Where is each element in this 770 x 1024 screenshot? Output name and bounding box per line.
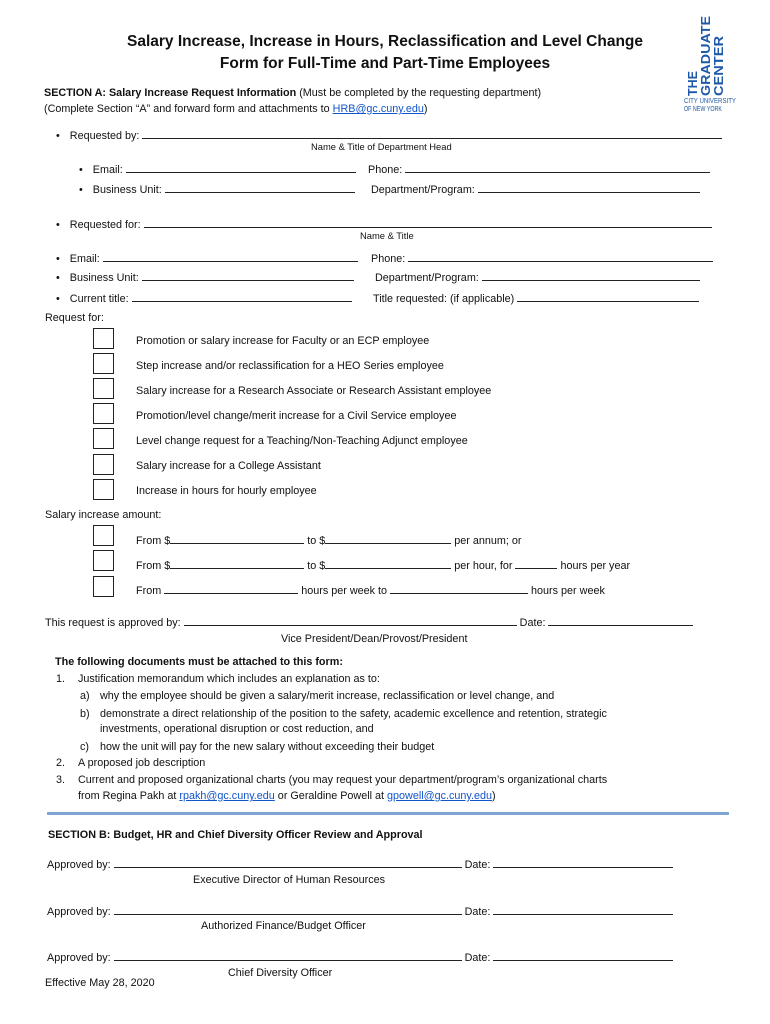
checkbox-faculty-ecp[interactable] <box>93 328 114 349</box>
salary-amount-label: Salary increase amount: <box>45 509 162 521</box>
attachment-1c-num: c) <box>80 741 89 753</box>
requested-for-field[interactable] <box>144 217 712 228</box>
requested-by-label: Requested by: <box>69 130 140 142</box>
logo-text-cuny: CITY UNIVERSITY <box>684 98 737 105</box>
requested-for-label: Requested for: <box>69 219 141 231</box>
employee-department-field[interactable] <box>482 270 700 281</box>
diversity-caption: Chief Diversity Officer <box>228 967 333 979</box>
department-label: Department/Program: <box>371 184 475 196</box>
per-annum-label: per annum; or <box>454 535 522 547</box>
requested-by-row <box>56 128 722 142</box>
department-label: Department/Program: <box>375 272 479 284</box>
title-requested-field[interactable] <box>517 291 699 302</box>
instruction-close: ) <box>423 103 428 115</box>
gpowell-email-link[interactable]: gpowell@gc.cuny.edu <box>387 790 493 802</box>
option-civil-service: Promotion/level change/merit increase for a Civil Service employee <box>136 410 457 422</box>
hours-per-week-to-label: hours per week to <box>301 585 388 597</box>
employee-email-field[interactable] <box>103 251 358 262</box>
approver-caption: Vice President/Dean/Provost/President <box>281 633 468 645</box>
amount-row-annum <box>136 533 521 547</box>
dept-head-department-field[interactable] <box>478 182 700 193</box>
business-unit-label: Business Unit: <box>92 184 162 196</box>
to-label: to $ <box>307 560 326 572</box>
checkbox-adjunct[interactable] <box>93 428 114 449</box>
section-a-approver-field[interactable] <box>184 615 517 626</box>
attachments-heading: The following documents must be attached to this form: <box>55 656 343 668</box>
attachment-3-num: 3. <box>56 774 66 786</box>
section-a-title: SECTION A: Salary Increase Request Information <box>44 87 297 99</box>
graduate-center-logo-graphic <box>683 16 741 114</box>
phone-label: Phone: <box>368 164 403 176</box>
section-b-heading: SECTION B: Budget, HR and Chief Diversity Officer Review and Approval <box>48 829 423 841</box>
current-title-row <box>56 291 352 305</box>
finance-caption: Authorized Finance/Budget Officer <box>201 920 366 932</box>
date-label: Date: <box>464 906 491 918</box>
checkbox-civil-service[interactable] <box>93 403 114 424</box>
title-requested-label: Title requested: (if applicable) <box>373 293 515 305</box>
section-a-instruction <box>44 103 427 115</box>
form-title-line1: Salary Increase, Increase in Hours, Reclassification and Level Change <box>126 33 644 50</box>
hours-from-field[interactable] <box>164 583 298 594</box>
rpakh-email-link[interactable]: rpakh@gc.cuny.edu <box>179 790 275 802</box>
requested-by-field[interactable] <box>142 128 722 139</box>
attachment-1-num: 1. <box>56 673 66 685</box>
annum-from-field[interactable] <box>170 533 304 544</box>
dept-head-email-row <box>79 162 356 176</box>
to-label: to $ <box>307 535 326 547</box>
section-a-date-field[interactable] <box>548 615 693 626</box>
attachment-1a-num: a) <box>80 690 90 702</box>
date-label: Date: <box>464 859 491 871</box>
logo-text-graduate: GRADUATE <box>699 26 713 96</box>
requested-for-caption: Name & Title <box>360 230 414 241</box>
approved-by-label: This request is approved by: <box>45 617 181 629</box>
dept-head-business-unit-row <box>79 182 355 196</box>
finance-date-field[interactable] <box>493 904 673 915</box>
request-for-label: Request for: <box>45 312 104 324</box>
checkbox-hours-per-week[interactable] <box>93 576 114 597</box>
attachment-2: A proposed job description <box>78 757 206 769</box>
org-chart-close: ) <box>492 790 496 802</box>
option-hourly: Increase in hours for hourly employee <box>136 485 317 497</box>
amount-row-hours <box>136 583 605 597</box>
logo-text-ny: OF NEW YORK <box>684 106 723 113</box>
per-hour-label: per hour, for <box>454 560 513 572</box>
instruction-text: (Complete Section “A” and forward form and attachments to <box>44 103 333 115</box>
email-label: Email: <box>92 164 123 176</box>
requested-for-row <box>56 217 712 231</box>
logo-text-the: THE <box>686 71 700 96</box>
attachment-3-line2 <box>78 790 496 802</box>
option-college-assistant: Salary increase for a College Assistant <box>136 460 321 472</box>
section-a-approval-row <box>45 615 693 629</box>
diversity-date-field[interactable] <box>493 950 673 961</box>
checkbox-college-assistant[interactable] <box>93 454 114 475</box>
form-title-line2: Form for Full-Time and Part-Time Employees <box>219 55 551 72</box>
dept-head-email-field[interactable] <box>126 162 356 173</box>
from-label: From $ <box>136 535 171 547</box>
hours-per-year-label: hours per year <box>560 560 631 572</box>
checkbox-hourly[interactable] <box>93 479 114 500</box>
hourly-to-field[interactable] <box>325 558 451 569</box>
employee-department-row <box>375 270 700 284</box>
phone-label: Phone: <box>371 253 406 265</box>
current-title-label: Current title: <box>69 293 129 305</box>
hours-per-year-field[interactable] <box>515 558 557 569</box>
option-adjunct: Level change request for a Teaching/Non-Teaching Adjunct employee <box>136 435 468 447</box>
dept-head-department-row <box>371 182 700 196</box>
hr-approver-field[interactable] <box>114 857 462 868</box>
attachment-2-num: 2. <box>56 757 66 769</box>
effective-date: Effective May 28, 2020 <box>45 977 155 989</box>
email-label: Email: <box>69 253 100 265</box>
section-a-note: (Must be completed by the requesting department) <box>296 87 542 99</box>
title-requested-row <box>373 291 699 305</box>
org-chart-or-text: or Geraldine Powell at <box>274 790 388 802</box>
section-a-heading <box>44 87 541 99</box>
current-title-field[interactable] <box>132 291 352 302</box>
hr-approval-row <box>47 857 673 871</box>
org-chart-from-text: from Regina Pakh at <box>78 790 180 802</box>
employee-phone-field[interactable] <box>408 251 713 262</box>
option-heo-series: Step increase and/or reclassification for a HEO Series employee <box>136 360 444 372</box>
checkbox-per-hour[interactable] <box>93 550 114 571</box>
business-unit-label: Business Unit: <box>69 272 139 284</box>
employee-phone-row <box>371 251 713 265</box>
finance-approval-row <box>47 904 673 918</box>
checkbox-research[interactable] <box>93 378 114 399</box>
option-research: Salary increase for a Research Associate or Research Assistant employee <box>136 385 492 397</box>
hrb-email-link[interactable]: HRB@gc.cuny.edu <box>332 103 424 115</box>
employee-business-unit-row <box>56 270 354 284</box>
hr-caption: Executive Director of Human Resources <box>193 874 386 886</box>
option-faculty-ecp: Promotion or salary increase for Faculty or an ECP employee <box>136 335 430 347</box>
checkbox-heo-series[interactable] <box>93 353 114 374</box>
checkbox-per-annum[interactable] <box>93 525 114 546</box>
from-label: From $ <box>136 560 171 572</box>
dept-head-business-unit-field[interactable] <box>165 182 355 193</box>
attachment-1c: how the unit will pay for the new salary without exceeding their budget <box>100 741 435 753</box>
diversity-approval-row <box>47 950 673 964</box>
amount-row-hourly <box>136 558 630 572</box>
hours-to-field[interactable] <box>390 583 528 594</box>
approved-by-label: Approved by: <box>47 952 111 964</box>
requested-by-caption: Name & Title of Department Head <box>311 141 452 152</box>
attachment-1b-line2: investments, operational disruption or cost reduction, and <box>100 723 374 735</box>
annum-to-field[interactable] <box>325 533 451 544</box>
finance-approver-field[interactable] <box>114 904 462 915</box>
approved-by-label: Approved by: <box>47 859 111 871</box>
graduate-center-logo <box>683 16 741 114</box>
employee-email-row <box>56 251 358 265</box>
attachment-1b-num: b) <box>80 708 90 720</box>
hr-date-field[interactable] <box>493 857 673 868</box>
attachment-1: Justification memorandum which includes an explanation as to: <box>78 673 380 685</box>
employee-business-unit-field[interactable] <box>142 270 354 281</box>
dept-head-phone-row <box>368 162 710 176</box>
diversity-approver-field[interactable] <box>114 950 462 961</box>
attachment-3-line1: Current and proposed organizational charts (you may request your department/program’s organizational charts <box>78 774 608 786</box>
date-label: Date: <box>519 617 546 629</box>
attachment-1a: why the employee should be given a salary/merit increase, reclassification or level change, and <box>100 690 555 702</box>
dept-head-phone-field[interactable] <box>405 162 710 173</box>
hourly-from-field[interactable] <box>170 558 304 569</box>
attachment-1b-line1: demonstrate a direct relationship of the position to the safety, academic excellence and retention, strategic <box>100 708 607 720</box>
section-divider <box>47 812 729 815</box>
hours-per-week-label: hours per week <box>531 585 605 597</box>
approved-by-label: Approved by: <box>47 906 111 918</box>
from-label: From <box>136 585 162 597</box>
date-label: Date: <box>464 952 491 964</box>
logo-text-center: CENTER <box>712 44 726 96</box>
